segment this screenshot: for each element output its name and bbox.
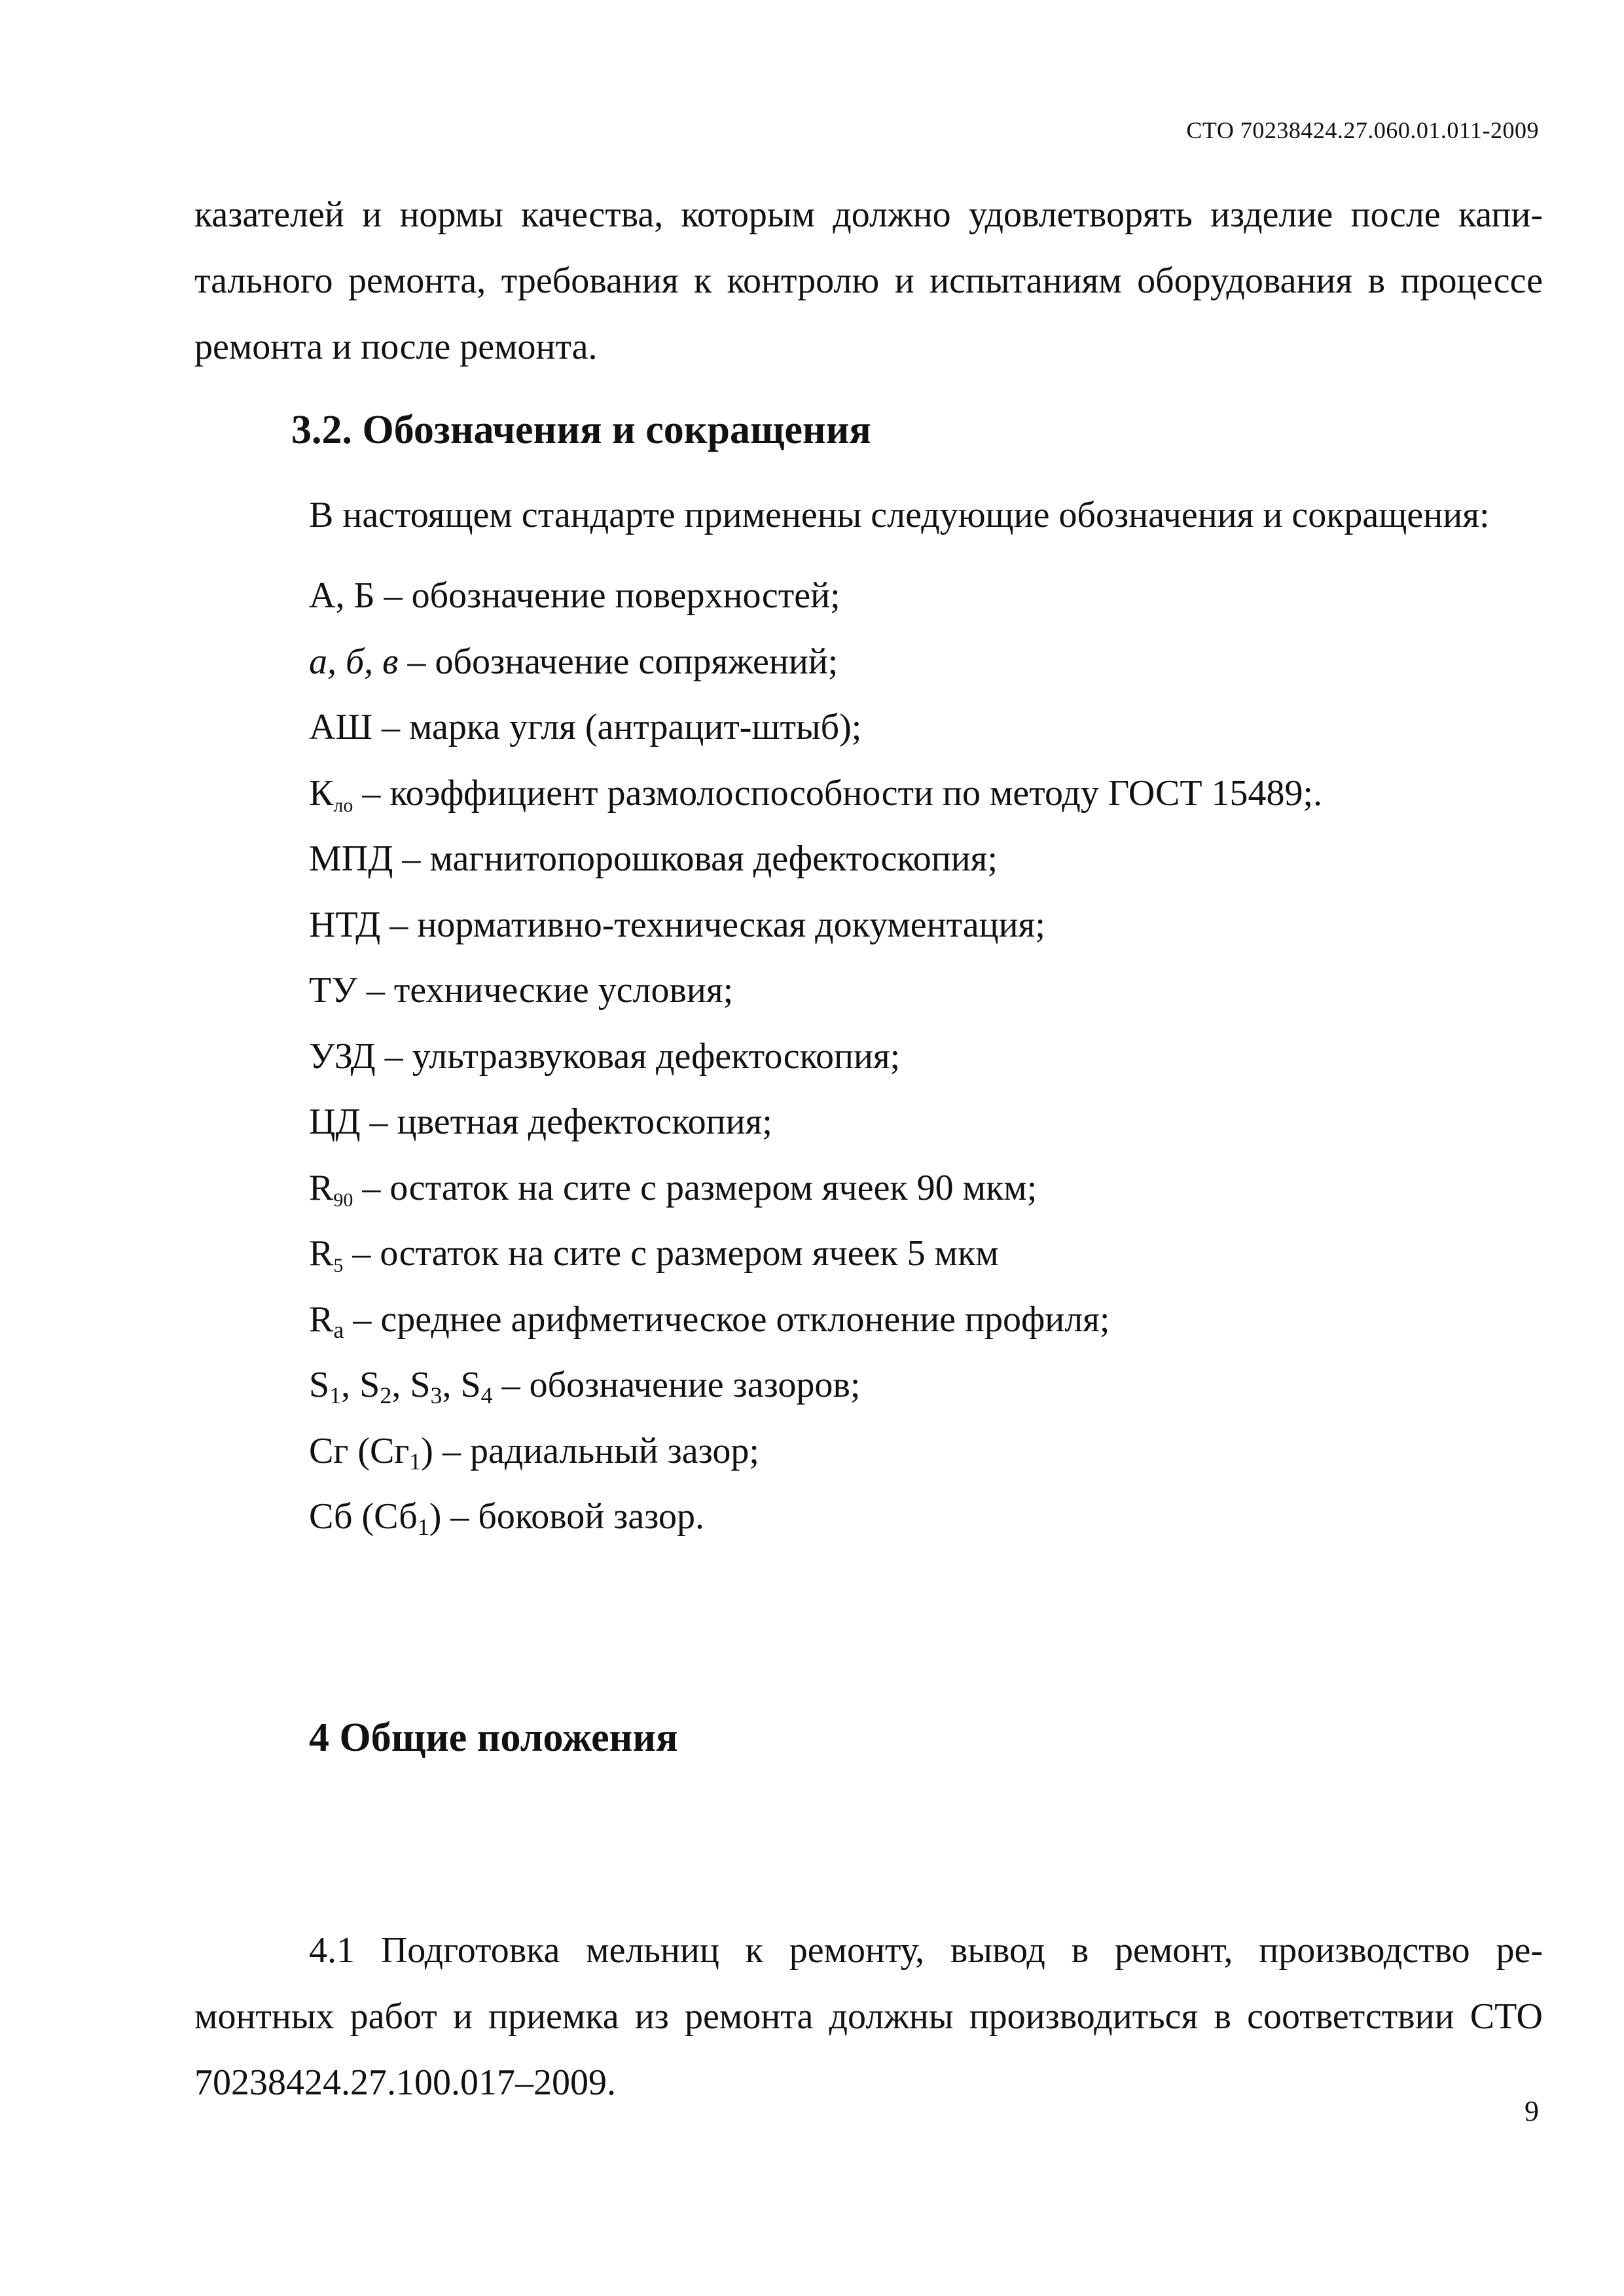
term: а, б, в [309,641,399,682]
subscript: 1 [417,1514,429,1540]
definition: – коэффициент размолоспособности по методу ГОСТ 15489;. [353,772,1323,814]
term: АШ [309,707,372,747]
term: МПД [309,838,393,879]
definition: – обозначение поверхностей; [374,575,840,616]
list-item [309,958,1322,1024]
definition: – остаток на сите с размером ячеек 5 мкм [343,1233,999,1274]
definition: – радиальный зазор; [433,1430,759,1471]
abbreviation-list [309,563,1322,1550]
document-code-header: СТО 70238424.27.060.01.011-2009 [1186,117,1539,143]
term: , S [391,1365,431,1405]
definition: – нормативно-техническая документация; [380,904,1045,945]
term: ТУ [309,970,357,1011]
term: , S [442,1365,481,1405]
list-item [309,1287,1322,1353]
definition: – марка угля (антрацит-штыб); [372,707,862,747]
definition: – технические условия; [357,970,734,1011]
section-heading-4: 4 Общие положения [309,1715,678,1760]
paragraph-line: казателей и нормы качества, которым должно удовлетворять изделие после капи- [194,194,1543,235]
term: Сг (Сг [309,1430,410,1471]
term: А, Б [309,575,375,616]
page-number: 9 [1525,2095,1539,2127]
term: R [309,1167,334,1208]
term: , S [341,1365,380,1405]
list-item [309,694,1322,761]
list-item [309,1024,1322,1090]
section-intro: В настоящем стандарте применены следующие обозначения и сокращения: [309,495,1490,535]
term: ) [421,1430,433,1471]
paragraph-4-1 [194,1918,1543,2116]
definition: – остаток на сите с размером ячеек 90 мкм; [353,1167,1038,1208]
section-heading-3-2: 3.2. Обозначения и сокращения [291,408,871,452]
subscript: 90 [333,1189,353,1211]
definition: – цветная дефектоскопия; [360,1102,772,1142]
list-item [309,1352,1322,1418]
term: Сб (Сб [309,1496,418,1537]
list-item [309,1089,1322,1155]
term: R [309,1233,334,1274]
subscript: 1 [409,1448,422,1475]
subscript: 2 [380,1382,392,1408]
continuation-paragraph [194,182,1543,380]
term: К [309,772,334,814]
term: НТД [309,904,381,945]
definition: – обозначение зазоров; [492,1365,861,1405]
paragraph-line: монтных работ и приемка из ремонта должны производиться в соответствии СТО [194,1996,1543,2037]
list-item [309,563,1322,629]
list-item [309,1484,1322,1550]
subscript: 3 [430,1382,442,1408]
subscript: 1 [329,1382,342,1408]
term: ЦД [309,1102,361,1142]
subscript: 5 [333,1255,344,1276]
paragraph-line: 4.1 Подготовка мельниц к ремонту, вывод в ремонт, производство ре- [309,1930,1543,1971]
list-item [309,761,1322,827]
term: ) [429,1496,442,1537]
list-item [309,826,1322,892]
subscript: ло [333,794,353,816]
term: R [309,1299,334,1340]
term: S [309,1365,330,1405]
list-item [309,1418,1322,1484]
term: УЗД [309,1035,376,1077]
list-item [309,892,1322,958]
definition: – боковой зазор. [441,1496,705,1537]
paragraph-line: ремонта и после ремонта. [194,327,598,367]
definition: – среднее арифметическое отклонение профиля; [344,1299,1110,1340]
subscript: a [333,1316,344,1343]
subscript: 4 [480,1382,493,1408]
list-item [309,629,1322,695]
list-item [309,1221,1322,1287]
definition: – ультразвуковая дефектоскопия; [375,1035,901,1077]
list-item [309,1155,1322,1221]
paragraph-line: 70238424.27.100.017–2009. [194,2062,616,2103]
definition: – магнитопорошковая дефектоскопия; [393,838,998,879]
definition: – обозначение сопряжений; [398,641,839,682]
paragraph-line: тального ремонта, требования к контролю и испытаниям оборудования в процессе [194,260,1543,301]
